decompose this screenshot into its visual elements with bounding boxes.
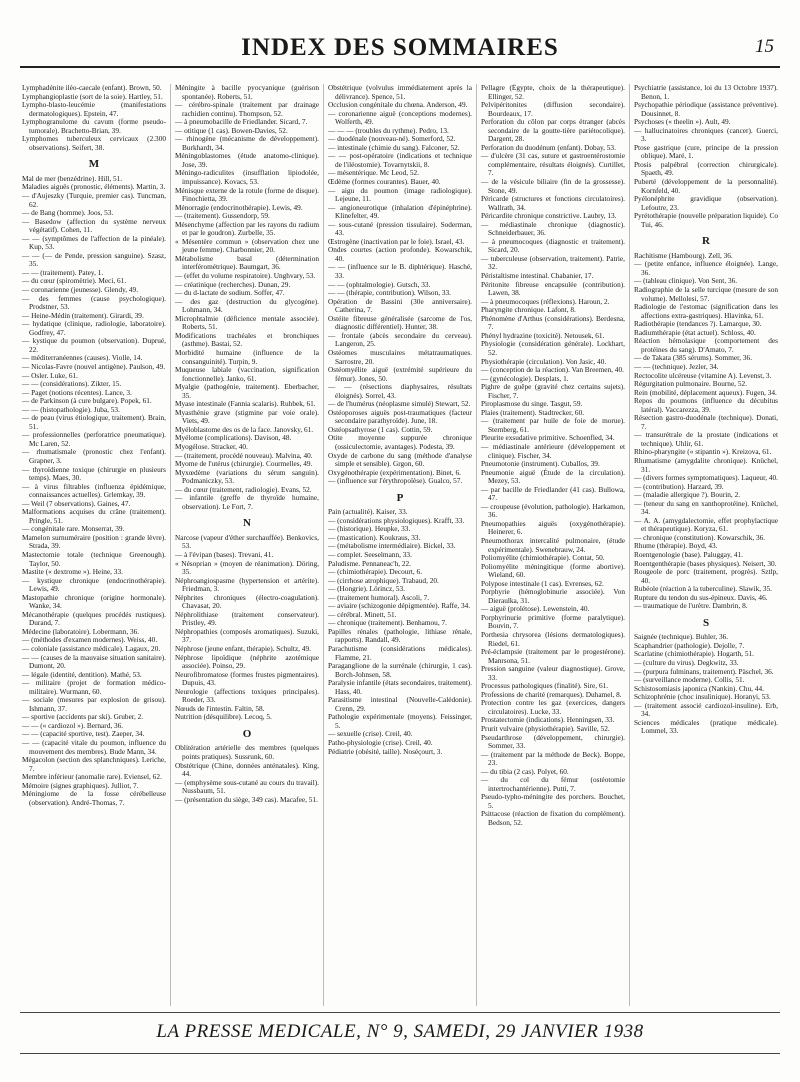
index-entry: Psychopathie périodique (assistance préventive). Dousinnet, 8.: [634, 100, 778, 118]
index-entry: Péricardite chronique constrictive. Laubry, 13.: [481, 211, 617, 221]
index-column: [323, 84, 476, 1006]
index-entry: Réaction hémolasique (comportement des protéines du sang). D'Amato, 7.: [634, 336, 778, 354]
index-entry: — — (capacité sportive, test). Zaeper, 34.: [22, 729, 145, 739]
index-entry: Maladies aiguës (pronostic, éléments). Martin, 3.: [22, 182, 166, 192]
section-letter: O: [242, 727, 252, 740]
index-entry: — sexuelle (crise). Creil, 40.: [328, 729, 413, 739]
index-entry: Méningiome de la fosse cérébelleuse (observation). André-Thomas, 7.: [22, 789, 166, 807]
index-entry: Pighre de guêpe (gravité chez certains sujets). Fischer, 7.: [481, 382, 625, 400]
index-entry: — (maladie allergique ?). Bourin, 2.: [634, 490, 741, 500]
index-entry: Rhino-pharyngite (« stipantin »). Kreizova, 61.: [634, 447, 772, 457]
index-entry: — — — (troubles du rythme). Pedro, 13.: [328, 125, 449, 135]
index-entry: — à pneumocoques (réflexions). Haroun, 2.: [481, 296, 610, 306]
index-column: [476, 84, 629, 1006]
footer-imprint: LA PRESSE MEDICALE, N° 9, SAMEDI, 29 JANVIER 1938: [156, 1021, 644, 1042]
index-entry: Plaies (traitement). Stadtrecker, 60.: [481, 407, 585, 417]
index-entry: Radiologie de l'estomac (signification dans les affections extra-gastriques). Hlavinka, 61.: [634, 302, 778, 320]
index-entry: Patho-physiologie (crise). Creil, 40.: [328, 738, 433, 748]
index-entry: Pseudarthrose (développement, chirurgie). Sommer, 33.: [481, 732, 625, 751]
index-entry: Porphyrinurie primitive (forme paralytique). Bouvin, 7.: [481, 612, 625, 631]
index-entry: Pyrétothérapie (nouvelle préparation liquide). Co Tui, 46.: [634, 211, 778, 229]
index-entry: Morbidité humaine (influence de la consanguinité). Turpin, 9.: [175, 347, 319, 366]
index-entry: Rubéole (réaction à la tuberculine). Slawik, 35.: [634, 584, 772, 594]
index-entry: — à virus filtrables (influenza épidémique, connaissances actuelles). Grlemkay, 39.: [22, 481, 166, 500]
index-entry: Scarlatine (chimiothérapie). Hogarth, 51.: [634, 649, 754, 659]
index-entry: — transurétrale de la prostate (indications et technique). Uhlir, 61.: [634, 430, 778, 448]
index-entry: — — (considérations). Zikter, 15.: [22, 379, 122, 389]
index-entry: Néphropathies (composés aromatiques). Suzuki, 37.: [175, 626, 319, 645]
index-entry: Porthesia chrysorea (lésions dermatologiques). Riedel, 61.: [481, 630, 625, 648]
index-entry: Pneumopathies aiguës (oxygénothérapie). Heinerer, 6.: [481, 518, 625, 537]
index-entry: Myéloblastome des os de la face. Janovsky, 61.: [175, 424, 314, 434]
index-entry: — médiastinale chronique (diagnostic). Schneiderbauer, 36.: [481, 219, 625, 238]
index-column: [629, 84, 782, 1006]
index-entry: Neurologie (affections toxiques principales). Roeder, 33.: [175, 686, 319, 705]
index-entry: Rectocolite ulcéreuse (vitamine A). Levenst, 3.: [634, 370, 772, 380]
index-entry: — de Takata (385 sérums). Sommer, 36.: [634, 353, 753, 363]
index-entry: Ondes courtes (action profonde). Kowarschik, 40.: [328, 245, 472, 263]
index-entry: Myogélose. Stracker, 40.: [175, 441, 248, 451]
index-entry: — de peau (virus étiologique, traitement). Brain, 51.: [22, 413, 166, 431]
index-entry: Membre inférieur (anomalie rare). Eviensel, 62.: [22, 772, 162, 782]
index-entry: — d'Aujeszky (Turquie, premier cas). Tuncman, 62.: [22, 191, 166, 209]
index-entry: — Heine-Médin (traitement). Girardi, 39.: [22, 310, 144, 320]
index-entry: — de Parkinson (à cure bulgare). Popek, 61.: [22, 396, 152, 406]
index-entry: Médecine (laboratoire). Lobermann, 36.: [22, 626, 140, 636]
index-entry: Phényl hydrazine (toxicité). Netousek, 61.: [481, 330, 605, 340]
index-entry: — coronarienne aiguë (conceptions modernes). Wolferth, 49.: [328, 108, 472, 127]
index-entry: Repos du poumons (influence du décubitus latéral). Vaccarezza, 39.: [634, 396, 778, 414]
index-entry: — (chimiothérapie). Decourt, 6.: [328, 567, 423, 577]
index-entry: Schistosomiasis japonica (Nankin). Chu, 44.: [634, 683, 764, 693]
index-entry: — (historique). Heupke, 33.: [328, 524, 411, 534]
index-entry: — hallucinatoires chroniques (cancer). Guerci, 3.: [634, 125, 778, 144]
index-entry: — Nicolas-Favre (nouvel antigène). Paulson, 49.: [22, 361, 166, 371]
index-entry: — (mastication). Koukraus, 33.: [328, 532, 421, 542]
index-entry: Néphrose (jeune enfant, thérapie). Schultz, 49.: [175, 644, 311, 653]
index-entry: Paraganglione de la surrénale (chirurgie, 1 cas). Borch-Johnsen, 58.: [328, 661, 472, 679]
index-entry: Régurgitation pulmonaire. Bourne, 52.: [634, 379, 747, 389]
index-entry: Pré-éclampsie (traitement par le progestérone). Manrsona, 51.: [481, 647, 625, 665]
index-entry: — (considérations physiologiques). Krafft, 33.: [328, 515, 465, 525]
index-entry: Ménisque externe de la rotule (forme de disque). Finochietta, 39.: [175, 185, 319, 204]
index-entry: — de la vésicule biliaire (fin de la grossesse). Stone, 49.: [481, 177, 625, 195]
page-title: INDEX DES SOMMAIRES: [241, 34, 559, 61]
index-entry: Muqueuse labiale (vaccination, signification fonctionnelle). Janko, 61.: [175, 365, 319, 383]
index-entry: Rougeole de porc (traitement, progrès). Sztlp, 40.: [634, 567, 778, 585]
index-entry: — professionnelles (perforatrice pneumatique). Mc Laren, 52.: [22, 430, 166, 448]
index-entry: — (Hongrie). Lörincz, 53.: [328, 584, 405, 594]
index-entry: — tuberculeuse (observation, traitement). Patrie, 32.: [481, 253, 625, 272]
index-entry: « Mésentère commun » (observation chez une jeune femme). Charbonnier, 20.: [175, 236, 319, 255]
index-columns: [18, 84, 782, 1006]
index-column: [170, 84, 323, 1006]
index-entry: Prostatectomie (indications). Henningsen, 33.: [481, 715, 615, 725]
index-entry: Parachutisme (considérations médicales). Flamme, 21.: [328, 644, 472, 662]
index-entry: — Osler. Luke, 61.: [22, 370, 78, 380]
index-entry: — (influence sur l'érythropoïèse). Gualco, 57.: [328, 476, 463, 486]
index-entry: Pyélonéphrite gravidique (observation). Lefoutre, 23.: [634, 194, 778, 212]
index-entry: Mastite (« dextrome »). Heine, 33.: [22, 567, 123, 577]
index-entry: Myase intestinale (Fannia scalaris). Ruhbek, 61.: [175, 399, 316, 409]
index-entry: Schizophrénie (choc insulinique). Horanyi, 53.: [634, 692, 771, 702]
index-entry: — kystique chronique (endocrinothérapie). Lewis, 49.: [22, 575, 166, 594]
index-entry: Mal de mer (benzédrine). Hill, 51.: [22, 173, 123, 183]
index-entry: Myalgie (pathogénie, traitement). Eberbacher, 35.: [175, 382, 319, 400]
index-entry: — (traitement). Gussendorp, 59.: [175, 211, 270, 221]
index-entry: Paludisme. Pennaneac'h, 22.: [328, 558, 411, 568]
index-entry: Ptose gastrique (cure, principe de la pression oblique). Maré, 1.: [634, 142, 778, 161]
index-entry: Néphrolithiase (traitement conservateur). Pristley, 49.: [175, 609, 319, 628]
index-entry: Roentgenthérapie (bases physiques). Neisert, 30.: [634, 558, 777, 568]
index-entry: Puberté (développement de la personnalité). Kornfeld, 40.: [634, 177, 778, 195]
index-entry: Malformations acquises du crâne (traitement). Pringle, 51.: [22, 507, 166, 525]
index-entry: Myome de l'utérus (chirurgie). Courmelles, 49.: [175, 459, 313, 469]
index-entry: — (conception de la réaction). Van Breemen, 40.: [481, 365, 624, 375]
index-entry: Rhumatisme (amygdalite chronique). Knüchel, 31.: [634, 455, 778, 474]
index-entry: Radiographie de la selle turcique (mesure de son volume). Mellolesi, 57.: [634, 285, 778, 303]
index-entry: — frontale (abcès secondaire du cerveau). Langeron, 25.: [328, 330, 472, 349]
index-entry: — médiastinale antérieure (développement et clinique). Fischer, 34.: [481, 441, 625, 460]
index-entry: Scaphandrier (pathologie). Dejolle, 7.: [634, 640, 745, 650]
index-entry: — intestinale (chimie du sang). Falconer, 52.: [328, 142, 460, 152]
index-entry: Parasitisme intestinal (Nouvelle-Calédonie). Crenn, 29.: [328, 695, 472, 713]
index-entry: Phénomène d'Arthus (considérations). Berdesna, 7.: [481, 313, 625, 332]
page-footer: [20, 1012, 780, 1054]
index-entry: — sociale (mesures par explosion de grisou). Ishmann, 37.: [22, 695, 166, 713]
index-entry: Rein (mobilité, déplacement aqueux). Fugen, 34.: [634, 387, 777, 397]
section-letter: M: [88, 158, 100, 171]
index-entry: Lymphadénite iléo-caecale (enfant). Brown, 50.: [22, 84, 162, 92]
index-entry: Pneumonie aiguë (Étude de la circulation). Mezey, 53.: [481, 467, 625, 486]
index-entry: — — (résections diaphysaires, résultats éloignés). Sorrel, 43.: [328, 382, 472, 400]
index-entry: — (effet du volume respiratoire). Unghvary, 53.: [175, 271, 316, 281]
index-entry: — — (symptômes de l'affection de la pinéale). Kup, 53.: [22, 233, 166, 252]
index-entry: Polypose intestinale (1 cas). Evrenses, 62.: [481, 578, 604, 588]
index-entry: Ostéomyélite aiguë (extrémité supérieure du fémur). Jones, 50.: [328, 365, 472, 383]
index-entry: Poliomyélite méningitique (forme abortive). Wieland, 60.: [481, 561, 625, 580]
index-entry: — mésentérique. Mc Leod, 52.: [328, 168, 419, 178]
index-entry: — (cirrhose atrophique). Trabaud, 20.: [328, 575, 439, 585]
index-entry: — — (capacité vitale du poumon, influence du mouvement des membres). Bude Mann, 34.: [22, 738, 166, 756]
index-entry: — traumatique de l'urètre. Dambrin, 8.: [634, 601, 748, 611]
index-entry: — (traitement par la méthode de Beck). Boppe, 23.: [481, 749, 625, 768]
index-entry: Pédiatrie (obésité, taille). Noséçourt, 3.: [328, 746, 443, 756]
section-letter: S: [702, 616, 710, 629]
index-entry: Mastopathie chronique (origine hormonale). Wanke, 34.: [22, 592, 166, 611]
index-entry: Occlusion congénitale du chœna. Anderson, 49.: [328, 100, 468, 110]
index-entry: Microphtalmie (déficience mentale associée). Roberts, 51.: [175, 313, 319, 332]
index-entry: — Weil (7 observations). Gaines, 47.: [22, 498, 131, 508]
index-entry: — du d-lactate de sodium. Soffer, 47.: [175, 288, 285, 298]
index-entry: — aiguë (prolétose). Lewenstein, 40.: [481, 604, 590, 614]
index-entry: Lymphogranulome du cavum (forme pseudo-tumorale). Brachetto-Brian, 39.: [22, 117, 166, 135]
index-entry: — Basedow (affection du système nerveux végétatif). Cohen, 11.: [22, 216, 166, 235]
index-entry: — des femmes (cause psychologique). Prodstner, 53.: [22, 293, 166, 312]
index-entry: — — (thérapie, contribution). Wilson, 33.: [328, 288, 451, 298]
index-entry: Résection gastro-duodénale (technique). Donati, 7.: [634, 413, 778, 431]
index-entry: — (traitement associé cardiozol-insuline). Erb, 34.: [634, 700, 778, 719]
index-entry: Méningoblastomes (étude anatomo-clinique). Jose, 39.: [175, 151, 319, 169]
index-entry: Ostéopsathyrose (1 cas). Cottin, 59.: [328, 424, 433, 434]
index-entry: — de l'humérus (néoplasme simulé) Stewart, 52.: [328, 399, 471, 409]
index-entry: Mémoire (signes graphiques). Julliot, 7.: [22, 780, 139, 790]
index-entry: — (présentation du siège, 349 cas). Macafee, 51.: [175, 794, 318, 804]
index-entry: — Paget (notions récentes). Lance, 3.: [22, 387, 132, 397]
section-letter: N: [243, 517, 251, 530]
index-entry: — (petite enfance, influence éloignée). Lange, 36.: [634, 259, 778, 277]
index-entry: Nœuds de l'intestin. Faltin, 58.: [175, 703, 265, 713]
index-entry: — (emphysème sous-cutané au cours du travail). Nussbaum, 51.: [175, 777, 319, 796]
index-entry: Psychoses (« theelin »). Ault, 49.: [634, 117, 731, 127]
index-entry: Pain (actualité). Kaiser, 33.: [328, 507, 408, 517]
index-entry: — kystique du poumon (observation). Duprué, 22.: [22, 336, 166, 354]
index-entry: Psittacose (réaction de fixation du complément). Bedson, 52.: [481, 809, 625, 828]
index-entry: — d'ulcère (31 cas, suture et gastroentérostomie complémentaire, résultats éloignés). Curtillet, 7.: [481, 151, 625, 178]
index-entry: Pneumotonie (instrument). Cuballos, 39.: [481, 459, 600, 469]
index-entry: — — (ophtalmologie). Gutsch, 33.: [328, 279, 431, 289]
section-letter: R: [702, 235, 710, 248]
index-entry: « Nésoprian » (moyen de réanimation). Döring, 35.: [175, 558, 319, 577]
index-entry: Myxœdème (variations du sérum sanguin). Podmaniczky, 53.: [175, 467, 319, 486]
index-entry: Rupture du tendon du sus-épineux. Davis, 46.: [634, 592, 768, 602]
index-entry: — infantile (greffe de thyroïde humaine, observation). Le Fort, 7.: [175, 493, 319, 511]
index-entry: Neurofibromatose (formes frustes pigmentaires). Dupuis, 43.: [175, 669, 319, 688]
index-entry: — du cœur (spiromètrie). Meci, 61.: [22, 276, 127, 286]
index-entry: Prurit vulvaire (physiothérapie). Saville, 52.: [481, 724, 610, 734]
index-entry: Méningo-radiculites (insufflation lipiodolée, impuissance). Kovacs, 53.: [175, 168, 319, 187]
index-entry: Néphrose lipoïdique (néphrite azotémique associée). Poinso, 29.: [175, 652, 319, 671]
index-entry: Rachitisme (Hambourg). Zell, 36.: [634, 250, 733, 260]
index-entry: — militaire (projet de formation médico-militaire). Wurmann, 60.: [22, 678, 166, 696]
index-entry: — aviaire (schizogonie dépigmentée). Raffe, 34.: [328, 601, 471, 611]
index-entry: Otite moyenne suppurée chronique (ossiculectomie, avantages). Podesta, 39.: [328, 433, 472, 451]
index-entry: Processus pathologiques (finalité). Sire, 61.: [481, 681, 609, 691]
index-entry: — (traitement par huile de foie de morue). Sternberg, 61.: [481, 416, 625, 434]
index-entry: — coloniale (assistance médicale). Lagaux, 20.: [22, 644, 161, 653]
index-entry: Obstétrique (Chine, données anténatales). King, 44.: [175, 760, 319, 779]
index-entry: — — (technique). Jezler, 34.: [634, 361, 719, 371]
index-entry: — (traitement, procédé nouveau). Malvina, 40.: [175, 450, 313, 460]
index-entry: — (teneur du sang en xanthoprotéine). Knüchel, 34.: [634, 498, 778, 517]
index-entry: — — (causes de la mauvaise situation sanitaire). Dumont, 20.: [22, 652, 166, 671]
index-entry: Myasthénie grave (stigmine par voie orale). Viets, 49.: [175, 407, 319, 426]
index-entry: — angioneurotique (inhalation d'épinéphrine). Klinefelter, 49.: [328, 202, 472, 221]
index-entry: Mésenchyme (affection par les rayons du radium et par le goudron). Zurbelle, 35.: [175, 219, 319, 238]
index-entry: Paralysie infantile (états secondaires, traitement). Hass, 40.: [328, 678, 472, 696]
index-entry: — — (traitement). Patey, 1.: [22, 267, 104, 277]
index-entry: Poliomyélite (chimiothérapie). Contat, 50.: [481, 553, 605, 563]
index-entry: — (gynécologie). Desplats, 1.: [481, 373, 569, 383]
index-entry: Physiothérapie (circulation). Von Jasic, 40.: [481, 356, 607, 366]
index-entry: — sous-cutané (pression tissulaire). Soderman, 43.: [328, 219, 472, 238]
index-entry: — à pneumobacille de Friedlander. Sicard, 7.: [175, 117, 308, 127]
index-entry: Pathologie expérimentale (moyens). Feissinger, 5.: [328, 712, 472, 730]
index-entry: Métabolisme basal (détermination interférométrique). Baumgart, 36.: [175, 253, 319, 272]
index-entry: — du cœur (traitement, radiologie). Evans, 52.: [175, 484, 312, 494]
index-entry: — otitique (1 cas). Bowen-Davies, 52.: [175, 125, 288, 135]
index-entry: Ostéomes musculaires métatraumatiques. Sarrostre, 20.: [328, 347, 472, 366]
index-entry: — méditerranéennes (causes). Violle, 14.: [22, 353, 143, 363]
index-entry: — cérébro-spinale (traitement par drainage rachidien continu). Thompson, 52.: [175, 100, 319, 118]
index-entry: — (métabolisme intermédiaire). Bickel, 33.: [328, 541, 456, 551]
section-letter: P: [396, 491, 404, 504]
index-entry: Professions de charité (remarques). Duhamel, 8.: [481, 689, 622, 699]
index-entry: Opération de Bassini (30e anniversaire). Catherina, 7.: [328, 296, 472, 315]
index-entry: — — (« cardiozol »). Bernard, 36.: [22, 720, 124, 730]
index-entry: Rhume (thérapie). Boyd, 43.: [634, 541, 718, 551]
index-entry: — à l'évipan (bases). Trevani, 41.: [175, 549, 274, 559]
index-entry: Porphyrie (hémoglobinurie associée). Von Dieraulka, 31.: [481, 587, 625, 605]
index-entry: Perforation du côlon par corps étranger (abcès secondaire de la goutte-tière pariétocolique). Dargent, 28.: [481, 117, 625, 144]
index-entry: — complet. Seeselmann, 33.: [328, 549, 412, 559]
index-entry: — (divers formes symptomatiques). Laqueur, 40.: [634, 473, 778, 483]
index-entry: — légale (identité, dentition). Mathé, 53.: [22, 669, 142, 679]
page-number: 15: [755, 36, 774, 57]
index-entry: Lymphangioplastie (sort de la soie). Hartley, 51.: [22, 91, 163, 101]
index-entry: — — (influence sur le B. diphtérique). Hasché, 33.: [328, 262, 472, 281]
index-entry: — (purpura fulminans, traitement). Päschel, 36.: [634, 666, 774, 676]
index-entry: Méningite à bacille pyocyanique (guérison spontanée). Roberts, 51.: [175, 84, 319, 101]
index-entry: — par bacille de Friedlander (41 cas). Bullowa, 47.: [481, 484, 625, 503]
index-entry: Radiothérapie (tendances ?). Lamarque, 30.: [634, 319, 762, 329]
index-entry: — (tableau clinique). Von Sent, 36.: [634, 276, 738, 286]
index-entry: Péritonite fibreuse encapsulée (contribution). Lawen, 38.: [481, 279, 625, 298]
index-entry: Protection contre les gaz (exercices, dangers circulatoires). Lucke, 33.: [481, 698, 625, 716]
index-column: [18, 84, 170, 1006]
index-entry: Œstrogène (inactivation par le foie). Israel, 43.: [328, 236, 465, 246]
index-entry: — congénitale rare. Monserrat, 39.: [22, 524, 125, 534]
index-entry: — sportive (accidents par ski). Gruber, 2.: [22, 712, 144, 722]
index-entry: Pharyngite chronique. Lafont, 8.: [481, 305, 576, 315]
index-entry: — — post-opératoire (indications et technique de l'iléostomie). Tovarnytskii, 8.: [328, 151, 472, 169]
index-entry: — (culture du virus). Degkwitz, 33.: [634, 658, 739, 667]
index-entry: — du tibia (2 cas). Polyet, 60.: [481, 766, 569, 776]
index-entry: — thyroïdienne toxique (chirurgie en plusieurs temps). Maes, 30.: [22, 464, 166, 483]
index-entry: Oxygénothérapie (expérimentation). Binet, 6.: [328, 467, 461, 477]
index-entry: Ostéoporoses aiguës post-traumatiques (facteur secondaire parathyroïde). June, 18.: [328, 407, 472, 426]
index-entry: Ostéite fibreuse généralisée (sarcome de l'os, diagnostic différentiel). Hunter, 38.: [328, 313, 472, 332]
index-entry: Psychiatrie (assistance, loi du 13 Octobre 1937). Benon, 1.: [634, 84, 778, 101]
index-entry: Oxyde de carbone du sang (méthode d'analyse simple et sensible). Grgon, 60.: [328, 450, 472, 469]
index-entry: Mamelon surnuméraire (position : grande lèvre). Strada, 39.: [22, 532, 166, 551]
index-entry: Pellagre (Égypte, choix de la thérapeutique). Ellinger, 52.: [481, 84, 625, 101]
index-entry: Papilles rénales (pathologie, lithiase rénale, rapports). Randall, 49.: [328, 626, 472, 645]
index-entry: Myélome (complications). Davison, 48.: [175, 433, 292, 443]
index-entry: — croupeuse (évolution, pathologie). Harkamon, 36.: [481, 501, 625, 520]
index-entry: — A. A. (amygdalectomie, effet prophylactique et thérapeutique). Koryza, 61.: [634, 515, 778, 534]
page-header: [20, 30, 780, 68]
index-entry: — coronarienne (jeunesse). Glendy, 49.: [22, 285, 139, 295]
index-entry: — des gaz (destruction du glycogène). Lohmann, 34.: [175, 296, 319, 315]
index-entry: Piroplasmose du singe. Tasgut, 59.: [481, 399, 583, 409]
index-entry: Lymphomes tuberculeux cervicaux (2.300 observations). Seifert, 38.: [22, 134, 166, 152]
index-entry: Ménorragie (endocrinothérapie). Lewis, 49.: [175, 202, 303, 212]
index-entry: Œdème (formes courantes). Bauer, 40.: [328, 177, 441, 187]
index-entry: Pneumothorax intercalité pulmonaire, (étude expérimentale). Swenebrauw, 24.: [481, 535, 625, 554]
index-entry: Physiologie (considération générale). Lockhart, 52.: [481, 339, 625, 357]
index-entry: — (surveillance moderne). Collis, 51.: [634, 675, 745, 685]
index-entry: — (traitement humoral). Ascoli, 7.: [328, 592, 430, 602]
index-entry: — — (— de Pende, pression sanguine). Szasz, 35.: [22, 250, 166, 269]
index-entry: — de Bang (homme). Joos, 53.: [22, 208, 114, 218]
index-entry: Pelvipéritonites (diffusion secondaire). Bourdeaux, 17.: [481, 100, 625, 118]
index-entry: Mécanothérapie (quelques procédés rustiques). Durand, 7.: [22, 609, 166, 628]
index-entry: — cérébral. Minett, 51.: [328, 609, 397, 619]
index-entry: Modifications trachéales et bronchiques (asthme). Bastai, 52.: [175, 330, 319, 349]
index-entry: Roentgenologie (base). Paluggay, 41.: [634, 549, 743, 559]
index-entry: Ptosis palpébral (correction chirurgicale). Spaeth, 49.: [634, 159, 778, 178]
index-entry: Oblitération artérielle des membres (quelques points pratiques). Sussrunk, 60.: [175, 743, 319, 762]
index-entry: Péricarde (structures et fonctions circulatoires). Wallrath, 34.: [481, 194, 625, 212]
index-entry: Radiumthérapie (état actuel). Schloss, 40.: [634, 327, 756, 337]
index-entry: — créatinique (recherches). Dunan, 29.: [175, 279, 291, 289]
index-entry: — hydatique (clinique, radiologie, laboratoire). Godfrey, 47.: [22, 319, 166, 337]
index-entry: Pression sanguine (valeur diagnostique). Grove, 33.: [481, 664, 625, 682]
index-entry: Lympho-blasto-leucémie (manifestations dermatologiques). Epstein, 47.: [22, 100, 166, 118]
index-entry: — chronique (traitement). Benhamou, 7.: [328, 618, 447, 628]
index-entry: Sciences médicales (pratique médicale). Lommel, 33.: [634, 717, 778, 736]
index-entry: — — (histopathologie). Juba, 53.: [22, 404, 120, 414]
index-entry: — chronique (constitution). Kowarschik, 36.: [634, 532, 766, 542]
index-entry: Perforation du duodénum (enfant). Dobay, 53.: [481, 142, 616, 152]
index-entry: Mastectomie totale (technique Greenough). Taylor, 50.: [22, 549, 166, 568]
index-entry: — (contribution). Harzard, 39.: [634, 481, 724, 491]
index-entry: — à pneumocoques (diagnostic et traitement). Sicard, 20.: [481, 236, 625, 255]
index-entry: — aigu du poumon (image radiologique). Lejeune, 11.: [328, 185, 472, 204]
index-entry: Obstétrique (volvulus immédiatement après la délivrance). Spence, 51.: [328, 84, 472, 101]
index-entry: Pleurite exsudative primitive. Schoenfled, 34.: [481, 433, 615, 443]
index-entry: Péristaltisme intestinal. Chabanier, 17.: [481, 271, 594, 281]
index-entry: Mégacolon (section des splanchniques). Leriche, 7.: [22, 755, 166, 773]
index-entry: Narcose (vapeur d'éther surchauffée). Benkovics, 53.: [175, 532, 319, 551]
index-entry: Néphroangiospasme (hypertension et artérite). Friedman, 3.: [175, 575, 319, 594]
index-entry: — rhumatismale (pronostic chez l'enfant). Grapner, 3.: [22, 447, 166, 465]
index-entry: — rhinogène (mécanisme de développement). Burkhardt, 34.: [175, 134, 319, 152]
index-entry: Saignée (technique). Buhler, 36.: [634, 632, 729, 642]
index-entry: Néphrites chroniques (électro-coagulation). Chavasat, 20.: [175, 592, 319, 611]
index-entry: Nutrition (désquilibre). Lecoq, 5.: [175, 712, 272, 722]
index-entry: Pseudo-typho-méningite des porchers. Bouchet, 5.: [481, 792, 625, 810]
index-entry: — duodénale (nouveau-né). Somerford, 52.: [328, 134, 456, 144]
index-entry: — du col du fémur (ostéotomie intertrochantérienne). Putti, 7.: [481, 775, 625, 793]
index-entry: — (méthodes d'examen modernes). Weiss, 40.: [22, 635, 158, 645]
